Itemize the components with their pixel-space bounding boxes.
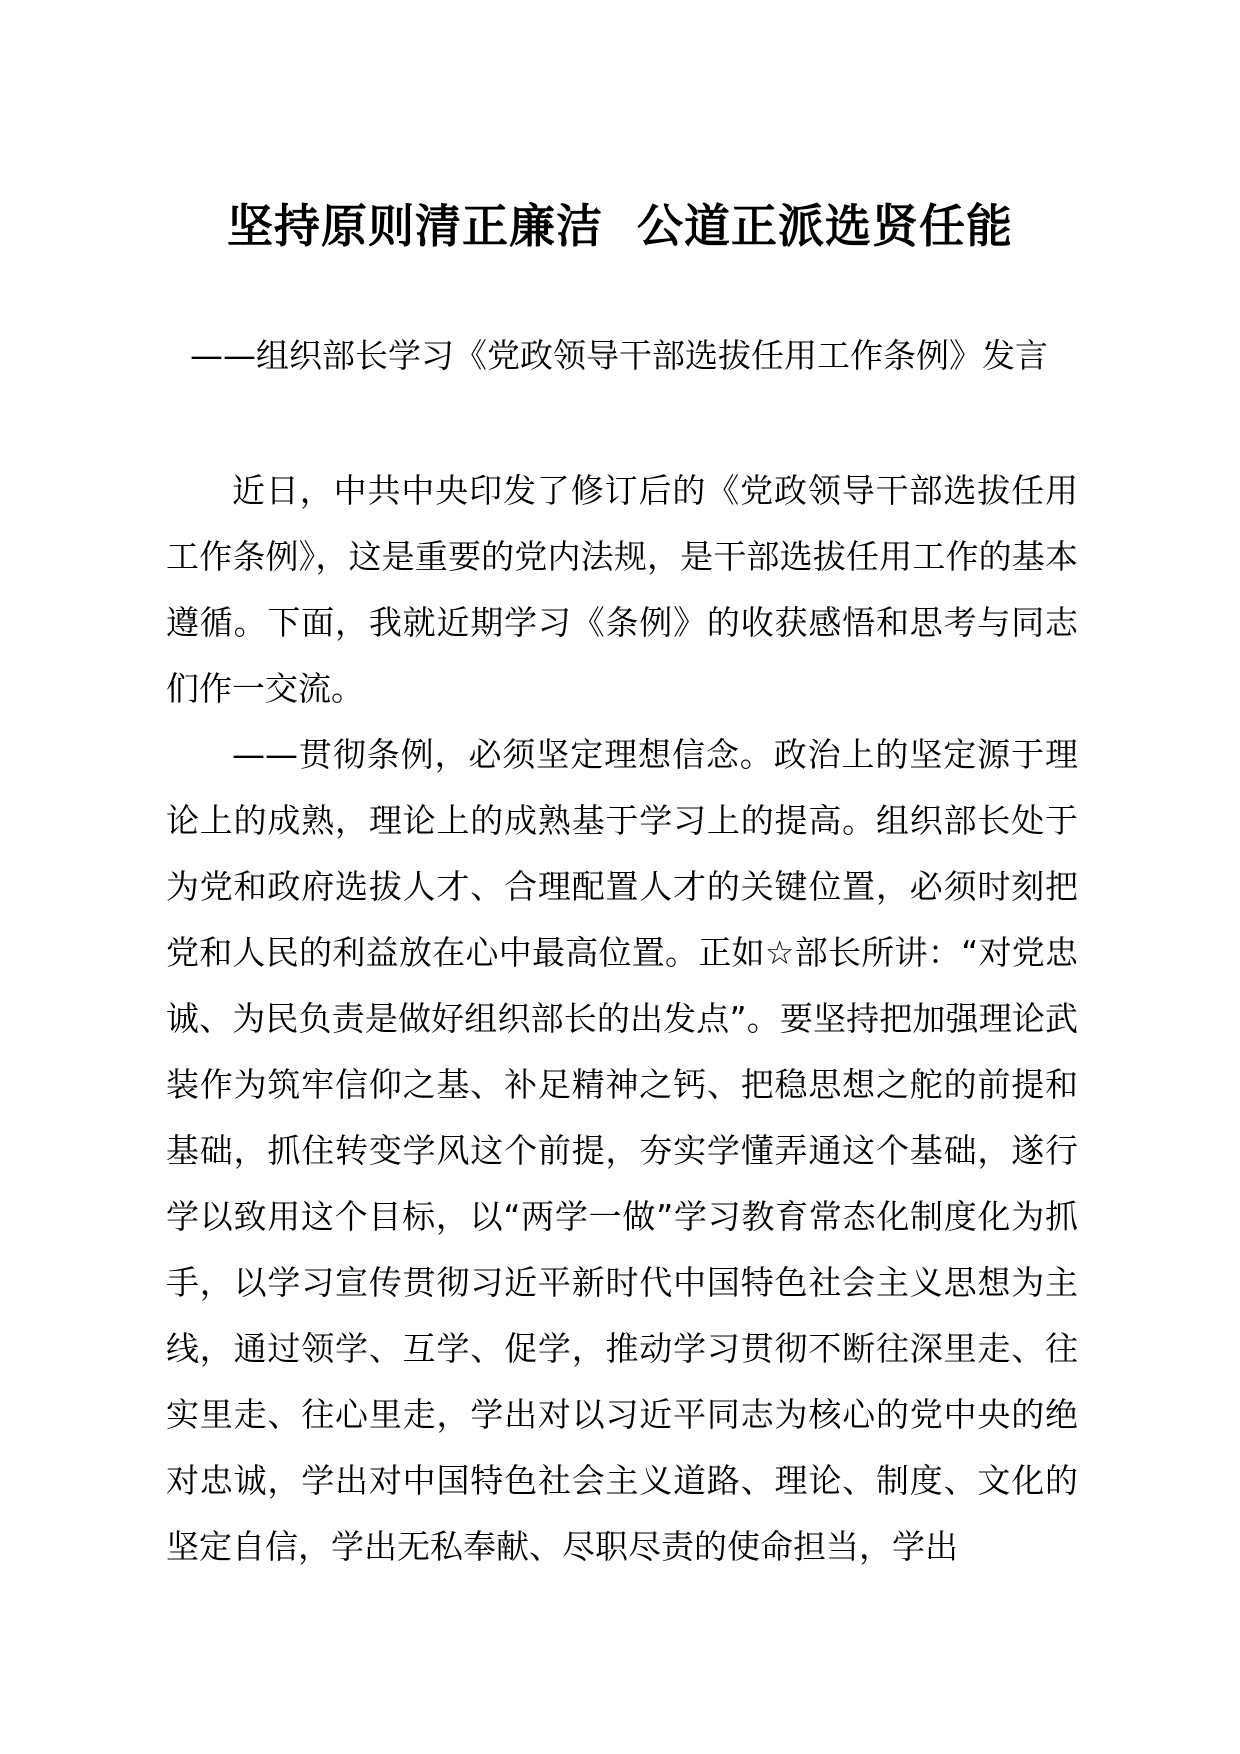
document-title: 坚持原则清正廉洁 公道正派选贤任能 — [226, 199, 1014, 253]
document-body — [166, 458, 1078, 1580]
paragraph-ideals: ——贯彻条例，必须坚定理想信念。政治上的坚定源于理论上的成熟，理论上的成熟基于学习上的提高。组织部长处于为党和政府选拔人才、合理配置人才的关键位置，必须时刻把党和人民的利益放在心中最高位置。正如☆部长所讲：“对党忠诚、为民负责是做好组织部长的出发点”。要坚持把加强理论武装作为筑牢信仰之基、补足精神之钙、把稳思想之舵的前提和基础，抓住转变学风这个前提，夯实学懂弄通这个基础，遂行学以致用这个目标，以“两学一做”学习教育常态化制度化为抓手，以学习宣传贯彻习近平新时代中国特色社会主义思想为主线，通过领学、互学、促学，推动学习贯彻不断往深里走、往实里走、往心里走，学出对以习近平同志为核心的党中央的绝对忠诚，学出对中国特色社会主义道路、理论、制度、文化的坚定自信，学出无私奉献、尽职尽责的使命担当，学出 — [166, 735, 1078, 1566]
paragraph-intro: 近日，中共中央印发了修订后的《党政领导干部选拔任用工作条例》，这是重要的党内法规，是干部选拔任用工作的基本遵循。下面，我就近期学习《条例》的收获感悟和思考与同志们作一交流。 — [166, 471, 1078, 708]
document-subtitle: ——组织部长学习《党政领导干部选拔任用工作条例》发言 — [190, 336, 1048, 375]
